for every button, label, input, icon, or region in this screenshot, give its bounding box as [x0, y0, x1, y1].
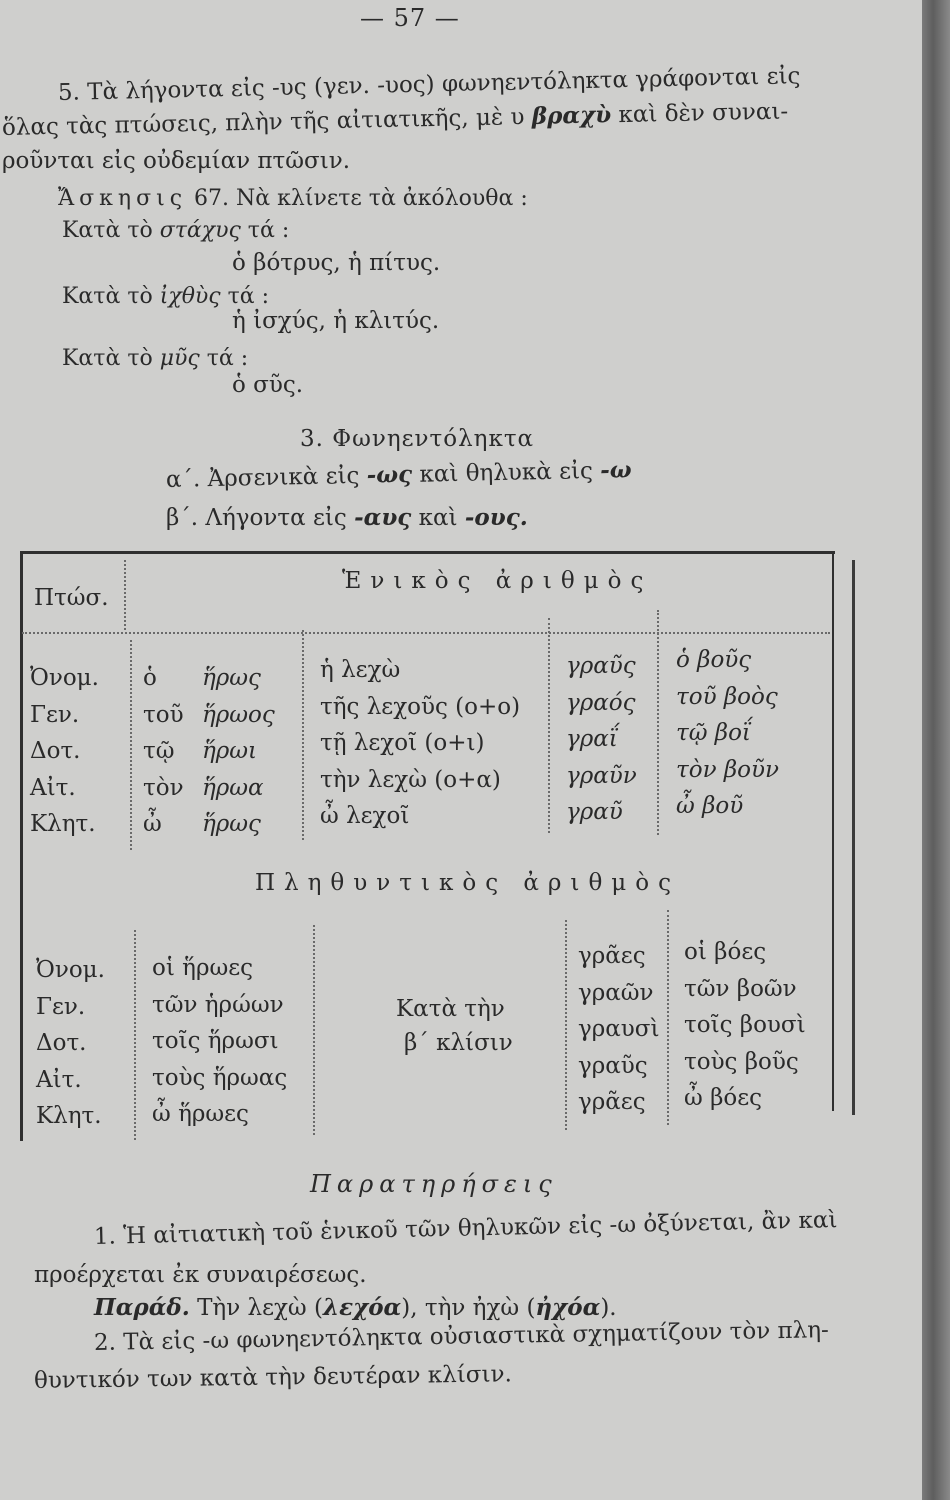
exercise-row-2-words: ἡ ἰσχύς, ἡ κλιτύς.: [232, 308, 440, 334]
exercise-text: 67. Νὰ κλίνετε τὰ ἀκόλουθα :: [187, 186, 528, 211]
grid-line: [302, 630, 304, 840]
page-edge: [922, 0, 950, 1500]
plural-lecho-line1: Κατὰ τὴν: [396, 996, 505, 1022]
singular-cases: Ὀνομ. Γεν. Δοτ. Αἰτ. Κλητ.: [30, 665, 99, 837]
notes-title: Παρατηρήσεις: [310, 1170, 558, 1198]
plural-cases: Ὀνομ. Γεν. Δοτ. Αἰτ. Κλητ.: [36, 957, 105, 1129]
note2-line1: 2. Τὰ εἰς -ω φωνηεντόληκτα οὐσιαστικὰ σχηματίζουν τὸν πλη-: [93, 1317, 829, 1356]
grid-line: [130, 640, 132, 850]
table-right-rule: [832, 551, 834, 1111]
plural-lecho-line2: β΄ κλίσιν: [404, 1030, 513, 1056]
table-singular-header: Ἑνικὸς ἀριθμὸς: [342, 568, 653, 594]
singular-heros-articles: ὁ τοῦ τῷ τὸν ὦ: [143, 665, 184, 837]
table-right-outer-rule: [852, 560, 855, 1115]
plural-graus: γρᾶες γραῶν γραυσὶ γραῦς γρᾶες: [578, 943, 660, 1115]
para5-line2-bold: βραχὺ: [531, 101, 612, 130]
table-case-header: Πτώσ.: [34, 585, 109, 611]
exercise-row-3: Κατὰ τὸ μῦς τά :: [62, 346, 249, 371]
singular-lecho: ἡ λεχὼ τῆς λεχοῦς (ο+ο) τῇ λεχοῖ (ο+ι) τὴν λεχὼ (ο+α) ὦ λεχοῖ: [320, 657, 521, 829]
grid-line: [22, 632, 830, 634]
parad-line: Παράδ. Τὴν λεχὼ (λεχόα), τὴν ἠχὼ (ἠχόα).: [94, 1294, 617, 1321]
note2-line2: θυντικόν των κατὰ τὴν δευτέραν κλίσιν.: [33, 1361, 512, 1394]
table-top-rule: [20, 551, 835, 554]
note1-line2: προέρχεται ἐκ συναιρέσεως.: [34, 1262, 367, 1288]
table-left-rule: [20, 551, 23, 1141]
grid-line: [124, 560, 126, 630]
table-plural-header: Πληθυντικὸς ἀριθμὸς: [255, 870, 680, 896]
grid-line: [548, 618, 550, 833]
singular-graus: γραῦς γραός γραΐ γραῦν γραῦ: [566, 653, 637, 825]
grid-line: [134, 930, 136, 1140]
singular-heros-forms: ἥρως ἥρωος ἥρωι ἥρωα ἥρως: [202, 665, 275, 837]
exercise-row-2: Κατὰ τὸ ἰχθὺς τά :: [62, 284, 270, 309]
note1-line1: 1. Ἡ αἰτιατικὴ τοῦ ἑνικοῦ τῶν θηλυκῶν εἰς -ω ὀξύνεται, ἂν καὶ: [93, 1207, 838, 1250]
plural-heros: οἱ ἥρωες τῶν ἡρώων τοῖς ἥρωσι τοὺς ἥρωας ὦ ἥρωες: [152, 955, 288, 1127]
grid-line: [657, 610, 659, 835]
para5-line1: 5. Τὰ λήγοντα εἰς -υς (γεν. -υος) φωνηεντόληκτα γράφονται εἰς: [57, 63, 801, 106]
section-sub-a: α΄. Ἀρσενικὰ εἰς -ως καὶ θηλυκὰ εἰς -ω: [165, 456, 632, 493]
grid-line: [667, 910, 669, 1125]
section-sub-b: β΄. Λήγοντα εἰς -αυς καὶ -ους.: [166, 504, 528, 531]
exercise-heading: [58, 186, 528, 211]
exercise-row-3-words: ὁ σῦς.: [232, 372, 304, 398]
exercise-row-1-words: ὁ βότρυς, ἡ πίτυς.: [232, 250, 441, 276]
exercise-row-1: Κατὰ τὸ στάχυς τά :: [62, 218, 290, 243]
grid-line: [313, 925, 315, 1135]
exercise-label: Ἄσκησις: [58, 186, 188, 211]
plural-bous: οἱ βόες τῶν βοῶν τοῖς βουσὶ τοὺς βοῦς ὦ βόες: [684, 939, 806, 1111]
section-title: 3. Φωνηεντόληκτα: [300, 426, 535, 452]
page-number: — 57 —: [360, 4, 460, 32]
para5-line2-a: ὅλας τὰς πτώσεις, πλὴν τῆς αἰτιατικῆς, μὲ υ: [1, 103, 533, 141]
singular-bous: ὁ βοῦς τοῦ βοὸς τῷ βοΐ τὸν βοῦν ὦ βοῦ: [676, 647, 779, 819]
para5-line3: ροῦνται εἰς οὐδεμίαν πτῶσιν.: [2, 148, 351, 174]
para5-line2-c: καὶ δὲν συναι-: [610, 98, 789, 129]
grid-line: [565, 920, 567, 1130]
